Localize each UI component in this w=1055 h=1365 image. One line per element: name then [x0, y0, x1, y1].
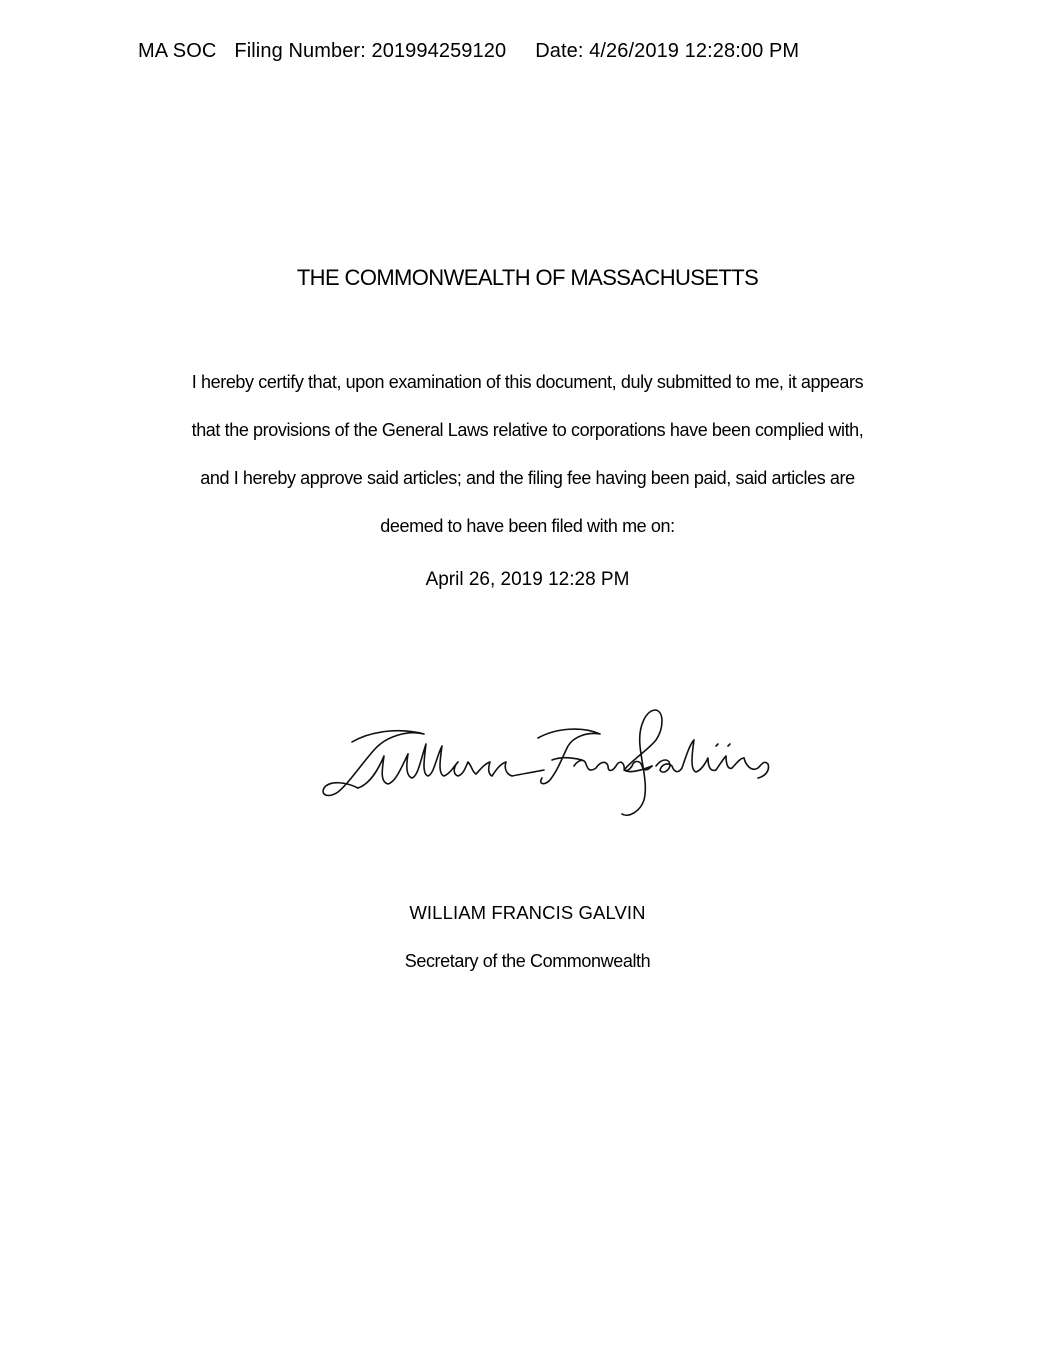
filed-date: April 26, 2019 12:28 PM: [425, 569, 630, 590]
certification-line: and I hereby approve said articles; and the filing fee having been paid, said articles are: [200, 468, 855, 488]
signer-title: Secretary of the Commonwealth: [404, 951, 651, 971]
handwritten-signature: [312, 700, 782, 830]
certification-text: [0, 368, 1055, 560]
filing-number: Filing Number: 201994259120: [234, 40, 507, 62]
certification-line: I hereby certify that, upon examination of this document, duly submitted to me, it appears: [191, 372, 864, 392]
document-title: THE COMMONWEALTH OF MASSACHUSETTS: [296, 265, 759, 290]
filing-date: Date: 4/26/2019 12:28:00 PM: [535, 40, 800, 62]
certification-line: deemed to have been filed with me on:: [380, 516, 675, 536]
filing-header: [138, 40, 799, 63]
signer-name: WILLIAM FRANCIS GALVIN: [409, 902, 646, 923]
agency-code: MA SOC: [138, 40, 217, 62]
certification-line: that the provisions of the General Laws relative to corporations have been complied with,: [191, 420, 864, 440]
